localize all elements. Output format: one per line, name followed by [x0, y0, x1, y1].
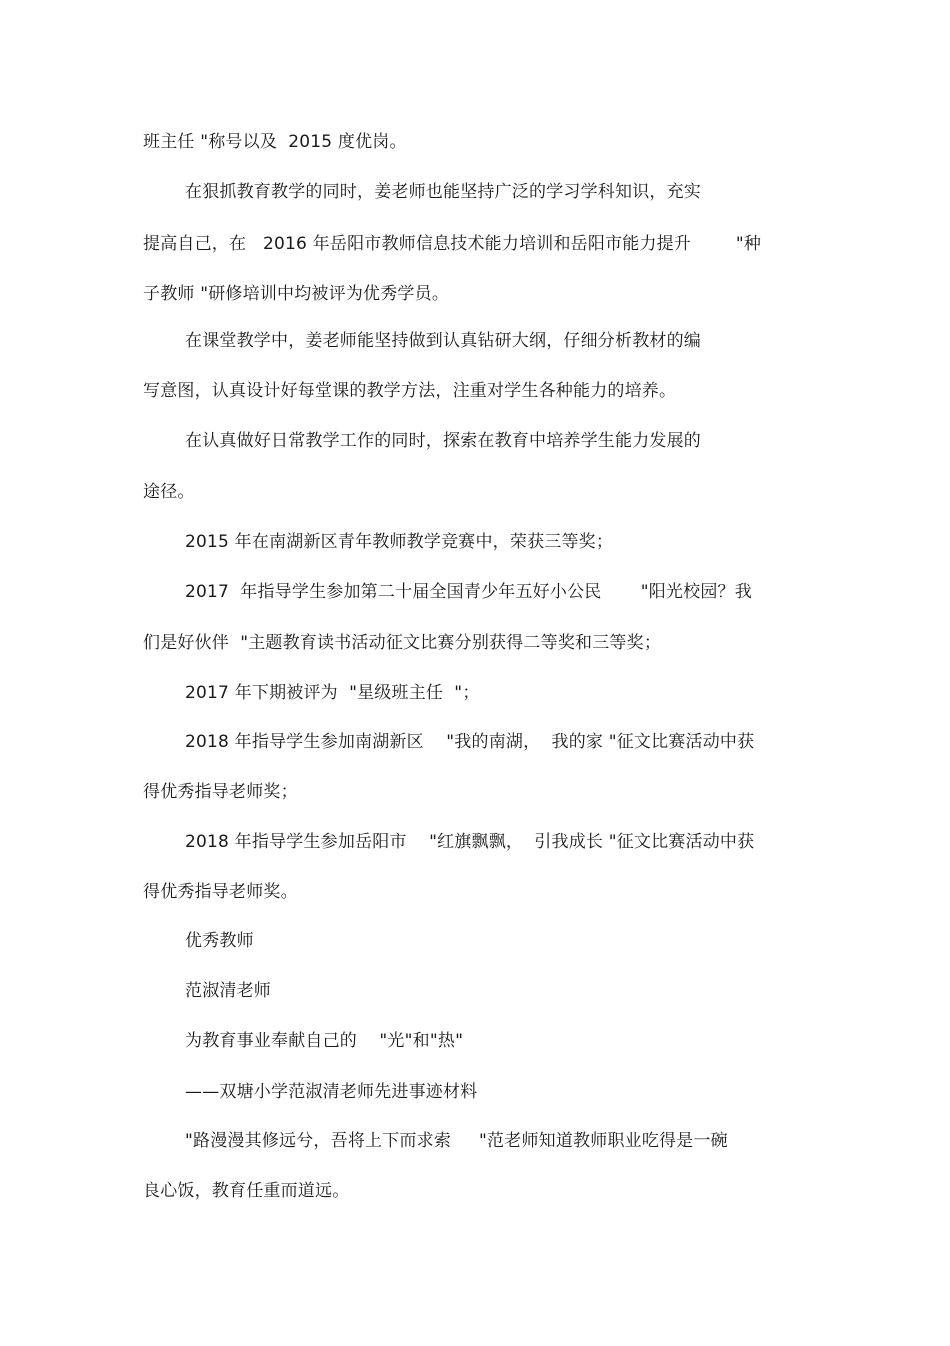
text-line: 途径。	[143, 482, 195, 502]
text-line: 班主任 "称号以及 2015 度优岗。	[143, 132, 407, 152]
text-line: 子教师 "研修培训中均被评为优秀学员。	[143, 284, 450, 304]
text-line: 得优秀指导老师奖；	[143, 782, 298, 802]
paragraph-line: 2015 年在南湖新区青年教师教学竞赛中，荣获三等奖；	[185, 532, 614, 552]
text-line: 得优秀指导老师奖。	[143, 882, 298, 902]
paragraph-line: 2018 年指导学生参加岳阳市 "红旗飘飘， 引我成长 "征文比赛活动中获	[185, 832, 755, 852]
paragraph-line: 2018 年指导学生参加南湖新区 "我的南湖， 我的家 "征文比赛活动中获	[185, 732, 755, 752]
paragraph-line: 2017 年指导学生参加第二十届全国青少年五好小公民 "阳光校园？我	[185, 582, 752, 602]
text-line: 写意图，认真设计好每堂课的教学方法，注重对学生各种能力的培养。	[143, 381, 677, 401]
paragraph-line: "路漫漫其修远兮，吾将上下而求索 "范老师知道教师职业吃得是一碗	[185, 1131, 728, 1151]
text-line: 良心饭，教育任重而道远。	[143, 1181, 350, 1201]
text-line: 们是好伙伴 "主题教育读书活动征文比赛分别获得二等奖和三等奖；	[143, 633, 662, 653]
paragraph-line: 在课堂教学中，姜老师能坚持做到认真钻研大纲，仔细分析教材的编	[185, 331, 701, 351]
teacher-name: 范淑清老师	[185, 981, 271, 1001]
article-title: 为教育事业奉献自己的 "光"和"热"	[185, 1031, 464, 1051]
text-line: 提高自己，在 2016 年岳阳市教师信息技术能力培训和岳阳市能力提升 "种	[143, 234, 762, 254]
paragraph-line: 在认真做好日常教学工作的同时，探索在教育中培养学生能力发展的	[185, 431, 701, 451]
article-subtitle: ——双塘小学范淑清老师先进事迹材料	[185, 1082, 478, 1102]
paragraph-line: 2017 年下期被评为 "星级班主任 "；	[185, 683, 480, 703]
section-heading: 优秀教师	[185, 931, 254, 951]
paragraph-line: 在狠抓教育教学的同时，姜老师也能坚持广泛的学习学科知识，充实	[185, 182, 701, 202]
